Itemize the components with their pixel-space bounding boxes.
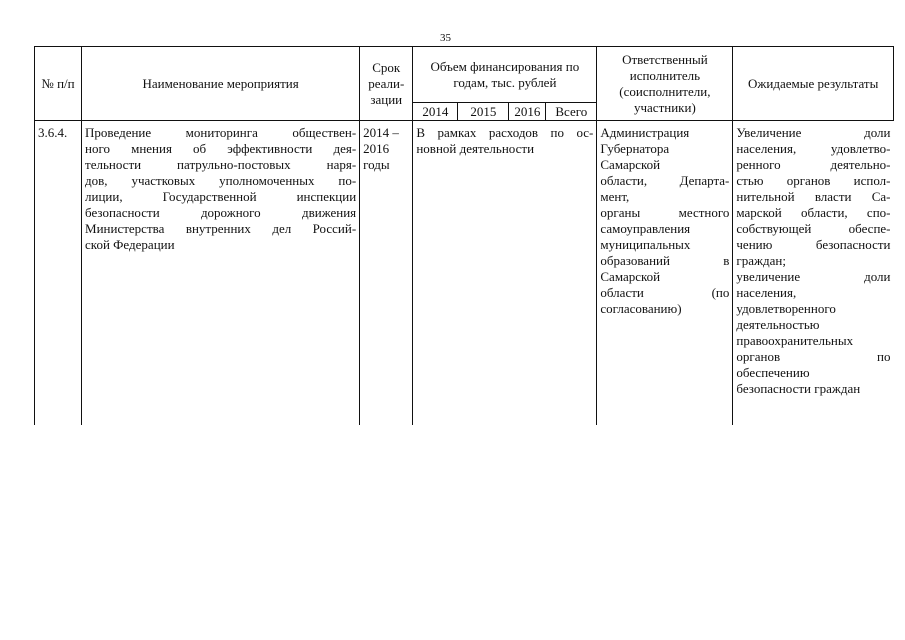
page-number: 35 [440, 32, 451, 44]
name-line: Проведение мониторинга обществен- [85, 125, 357, 140]
responsible-line: образований в [600, 253, 730, 268]
responsible-line: Губернатора [600, 141, 670, 156]
results-line: Увеличение доли [736, 125, 891, 140]
header-responsible: Ответственный исполнитель (соисполнители, участники) [597, 47, 733, 121]
header-term: Срок реали-зации [360, 47, 413, 121]
results-line: чению безопасности [736, 237, 891, 252]
table-row [35, 121, 894, 426]
name-line: лиции, Государственной инспекции [85, 189, 357, 204]
responsible-line: области (по [600, 285, 730, 300]
responsible-line: мент, [600, 189, 630, 204]
header-total: Всего [546, 103, 597, 121]
term-line: годы [363, 157, 390, 172]
results-line: граждан; [736, 253, 786, 268]
name-line: ской Федерации [85, 237, 175, 252]
results-line: органов по [736, 349, 891, 364]
header-year-2015: 2015 [458, 103, 509, 121]
funding-line: новной деятельности [416, 141, 535, 156]
responsible-line: органы местного [600, 205, 730, 220]
name-line: ного мнения об эффективности дея- [85, 141, 357, 156]
header-year-2016: 2016 [509, 103, 546, 121]
funding-line: В рамках расходов по ос- [416, 125, 594, 140]
results-line: деятельностью [736, 317, 820, 332]
cell-results [733, 121, 894, 426]
term-line: 2016 [363, 141, 390, 156]
responsible-line: Администрация [600, 125, 690, 140]
results-line: населения, [736, 285, 797, 300]
cell-name [82, 121, 360, 426]
results-line: правоохранительных [736, 333, 854, 348]
results-line: ренного деятельно- [736, 157, 891, 172]
results-line: стью органов испол- [736, 173, 891, 188]
cell-term [360, 121, 413, 426]
name-line: Министерства внутренних дел Россий- [85, 221, 357, 236]
header-results: Ожидаемые результаты [733, 47, 894, 121]
results-line: увеличение доли [736, 269, 891, 284]
responsible-line: согласованию) [600, 301, 682, 316]
cell-funding [413, 121, 597, 426]
term-line: 2014 – [363, 125, 399, 140]
header-row-top [35, 47, 894, 103]
header-year-2014: 2014 [413, 103, 458, 121]
responsible-line: Самарской [600, 269, 661, 284]
responsible-line: области, Департа- [600, 173, 730, 188]
cell-responsible [597, 121, 733, 426]
header-num: № п/п [35, 47, 82, 121]
header-name: Наименование мероприятия [82, 47, 360, 121]
cell-num: 3.6.4. [35, 121, 82, 426]
results-line: удовлетворенного [736, 301, 836, 316]
results-line: обеспечению [736, 365, 810, 380]
name-line: тельности патрульно-постовых наря- [85, 157, 357, 172]
results-line: безопасности граждан [736, 381, 861, 396]
program-table [34, 46, 894, 425]
responsible-line: Самарской [600, 157, 661, 172]
name-line: безопасности дорожного движения [85, 205, 357, 220]
results-line: населения, удовлетво- [736, 141, 891, 156]
header-funding: Объем финансирования по годам, тыс. рублей [413, 47, 597, 103]
results-line: нительной власти Са- [736, 189, 891, 204]
results-line: собствующей обеспе- [736, 221, 891, 236]
name-line: дов, участковых уполномоченных по- [85, 173, 357, 188]
responsible-line: муниципальных [600, 237, 691, 252]
responsible-line: самоуправления [600, 221, 691, 236]
results-line: марской области, спо- [736, 205, 891, 220]
